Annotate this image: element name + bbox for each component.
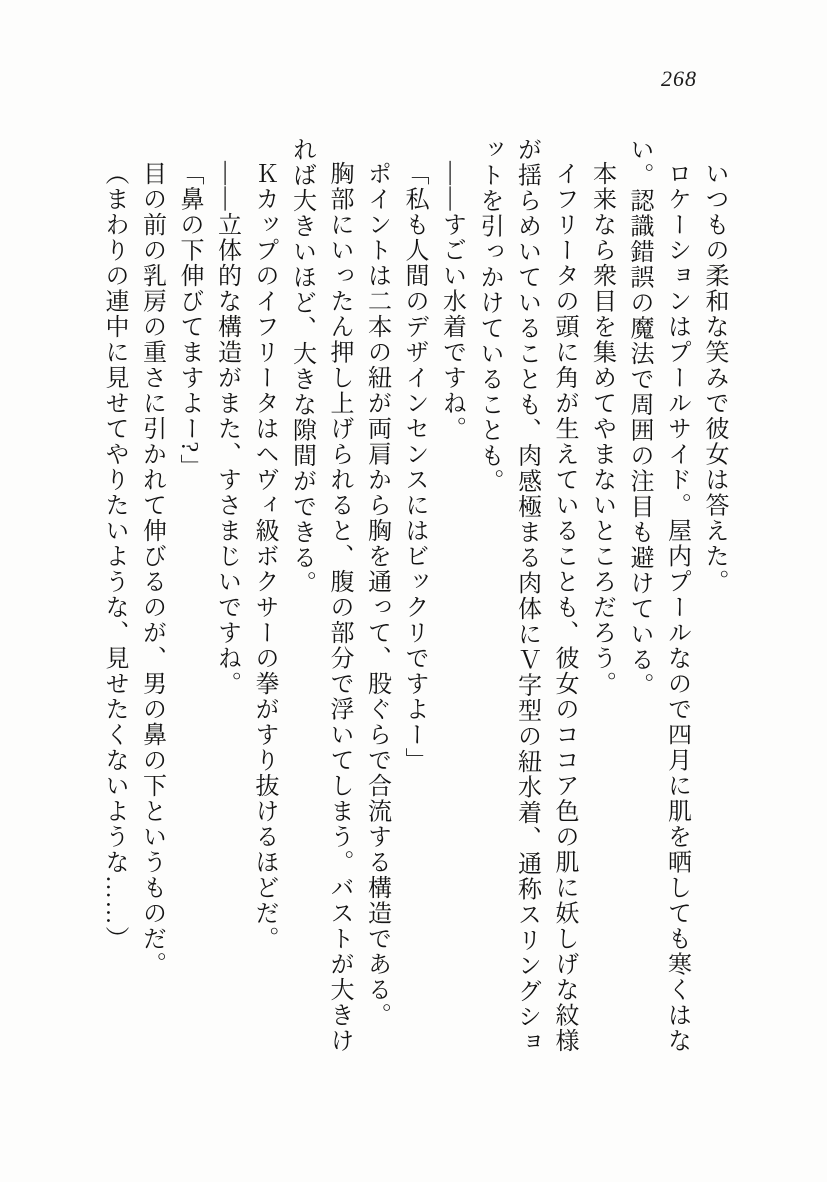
paragraph: 胸部にいったん押し上げられると、腹の部分で浮いてしまう。バストが大きければ大きいほど、大きな隙間ができる。 xyxy=(288,137,352,1054)
paragraph: ――すごい水着ですね。 xyxy=(438,161,465,442)
paragraph: 本来なら衆目を集めてやまないところだろう。 xyxy=(588,161,615,697)
paragraph: ――立体的な構造がまた、すさまじいですね。 xyxy=(213,161,240,697)
body-text xyxy=(93,137,732,1055)
paragraph: Ｋカップのイフリータはヘヴィ級ボクサーの拳がすり抜けるほどだ。 xyxy=(251,161,277,952)
paragraph: 「鼻の下伸びてますよー?」 xyxy=(176,161,202,480)
page-number: 268 xyxy=(661,66,697,91)
paragraph: ポイントは二本の紐が両肩から胸を通って、股ぐらで合流する構造である。 xyxy=(363,161,390,1028)
paragraph: （まわりの連中に見せてやりたいような、見せたくないような……） xyxy=(101,161,127,952)
paragraph: 目の前の乳房の重さに引かれて伸びるのが、男の鼻の下というものだ。 xyxy=(138,161,165,977)
paragraph: イフリータの頭に角が生えていることも、彼女のココア色の肌に妖しげな紋様が揺らめいていることも、肉感極まる肉体にＶ字型の紐水着、通称スリングショットを引っかけていることも。 xyxy=(476,137,577,1055)
paragraph: ロケーションはプールサイド。屋内プールなので四月に肌を晒しても寒くはない。認識錯誤の魔法で周囲の注目も避けている。 xyxy=(626,137,690,1054)
paragraph: いつもの柔和な笑みで彼女は答えた。 xyxy=(701,161,727,595)
paragraph: 「私も人間のデザインセンスにはビックリですよー」 xyxy=(401,161,427,773)
